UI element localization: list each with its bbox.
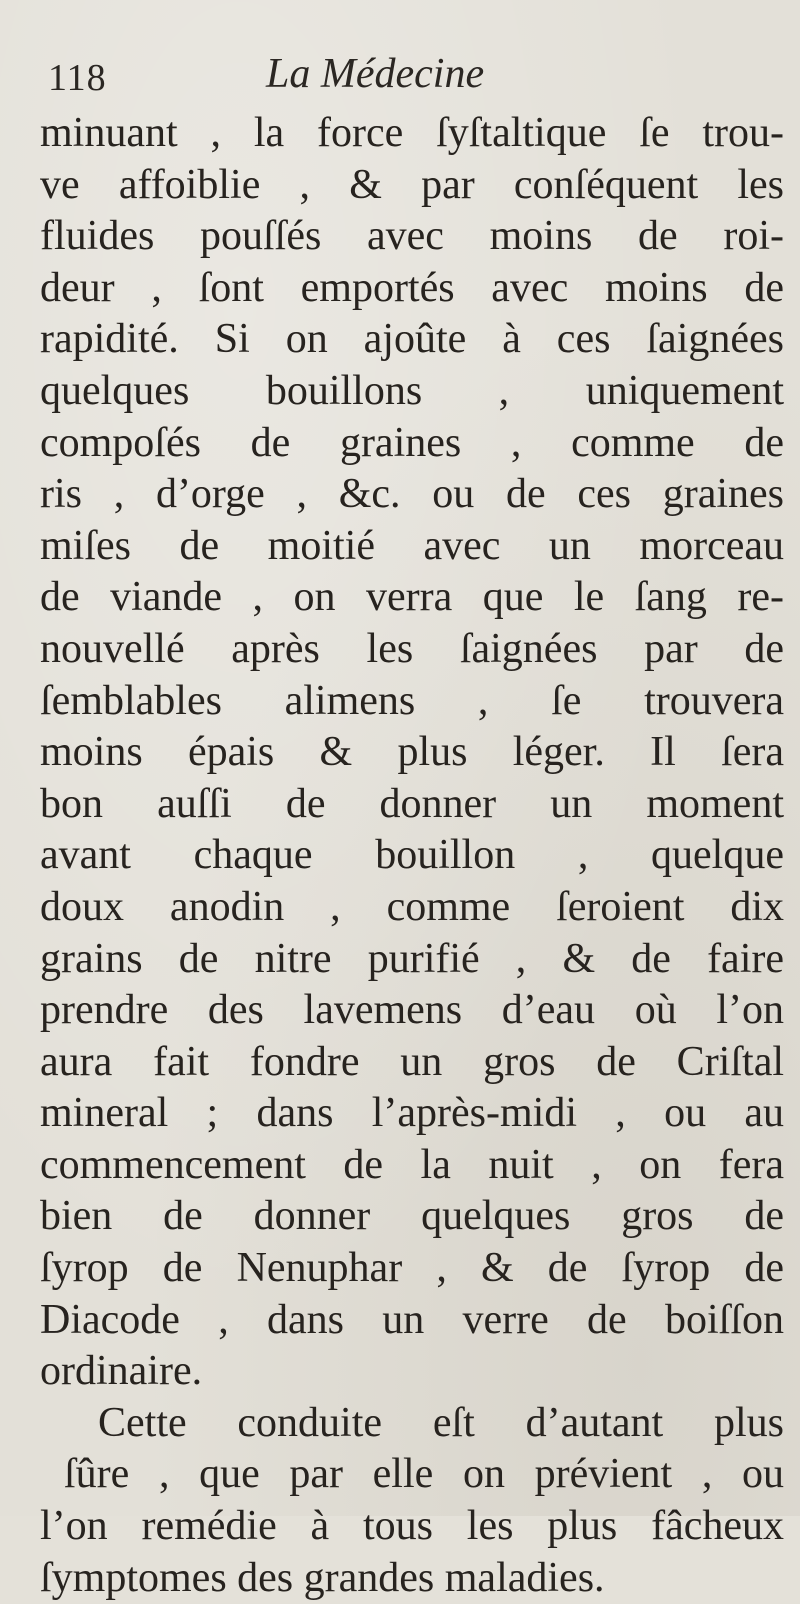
- text-line: bon auſſi de donner un moment: [40, 780, 784, 827]
- paragraph-first-line: Cette conduite eſt d’autant plus: [98, 1399, 784, 1446]
- text-line: bien de donner quelques gros de: [40, 1193, 784, 1240]
- text-line: l’on remédie à tous les plus fâcheux: [40, 1503, 784, 1550]
- text-line: compoſés de graines , comme de: [40, 419, 784, 466]
- text-line: prendre des lavemens d’eau où l’on: [40, 987, 784, 1034]
- page-header: [44, 48, 764, 104]
- page-number: 118: [48, 57, 107, 99]
- text-line: miſes de moitié avec un morceau: [40, 522, 784, 569]
- text-line: minuant , la force ſyſtaltique ſe trou-: [40, 110, 784, 156]
- text-line: moins épais & plus léger. Il ſera: [40, 729, 784, 776]
- text-line: fluides pouſſés avec moins de roi-: [40, 213, 784, 260]
- text-line: rapidité. Si on ajoûte à ces ſaignées: [40, 316, 784, 363]
- text-line: deur , ſont emportés avec moins de: [40, 264, 784, 311]
- text-line: grains de nitre purifié , & de faire: [40, 935, 784, 982]
- text-line: quelques bouillons , uniquement: [40, 367, 784, 414]
- running-head: La Médecine: [266, 51, 485, 97]
- text-line: ſûre , que par elle on prévient , ou: [64, 1451, 784, 1498]
- body-text: [40, 108, 784, 1604]
- text-line: de viande , on verra que le ſang re-: [40, 574, 784, 621]
- text-line: doux anodin , comme ſeroient dix: [40, 883, 784, 930]
- text-line: ſyrop de Nenuphar , & de ſyrop de: [40, 1245, 784, 1292]
- text-line: ve affoiblie , & par conſéquent les: [40, 161, 784, 208]
- text-line: ordinaire.: [40, 1348, 203, 1395]
- text-line: ris , d’orge , &c. ou de ces graines: [40, 471, 784, 518]
- text-line: Diacode , dans un verre de boiſſon: [40, 1296, 784, 1343]
- text-line: commencement de la nuit , on fera: [40, 1141, 784, 1188]
- text-line: mineral ; dans l’après-midi , ou au: [40, 1090, 784, 1137]
- text-line: ſemblables alimens , ſe trouvera: [40, 677, 784, 724]
- text-line: ſymptomes des grandes maladies.: [40, 1554, 605, 1601]
- text-line: aura fait fondre un gros de Criſtal: [40, 1038, 784, 1085]
- text-line: nouvellé après les ſaignées par de: [40, 625, 784, 672]
- text-line: avant chaque bouillon , quelque: [40, 832, 784, 879]
